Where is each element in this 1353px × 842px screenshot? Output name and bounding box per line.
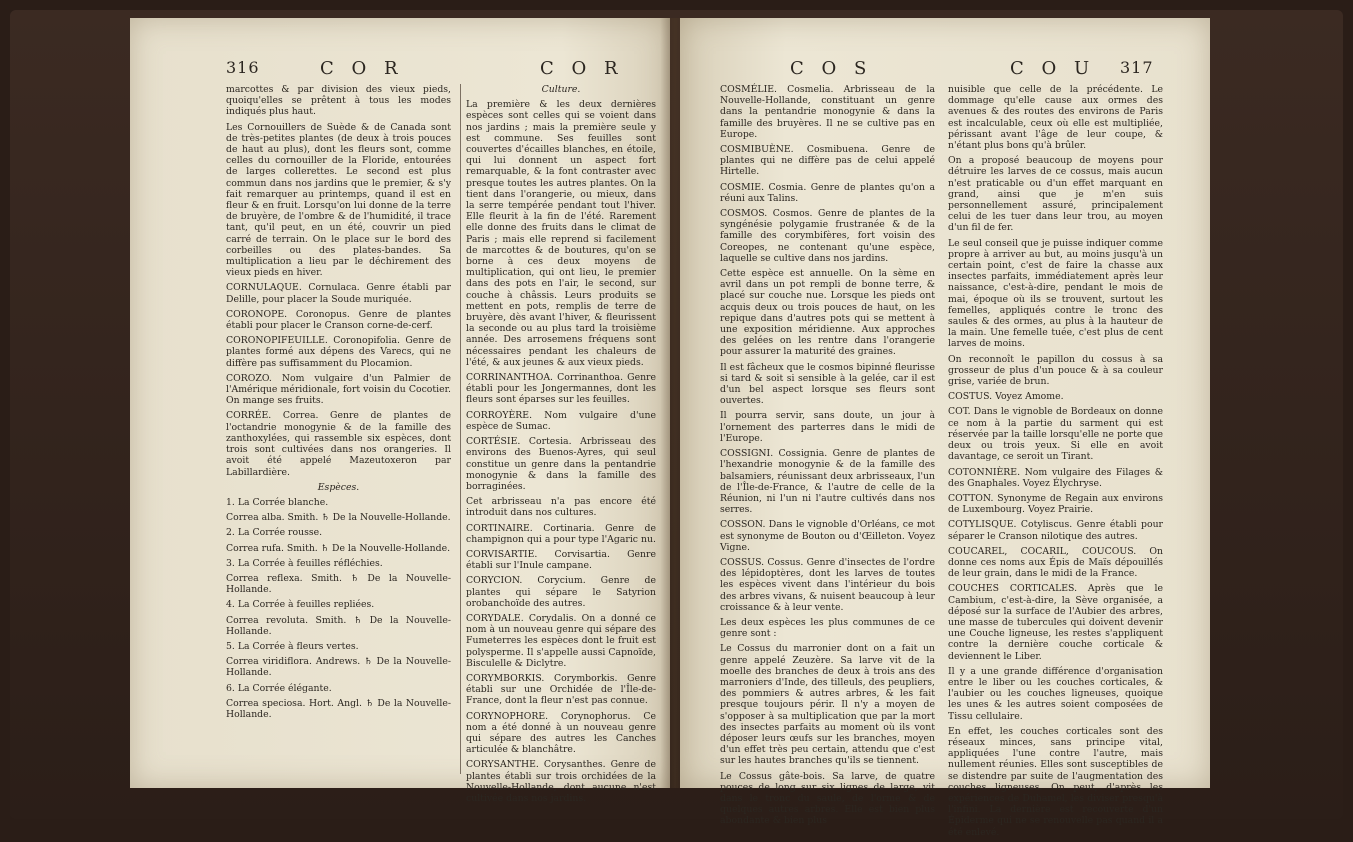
paragraph: CORYCION. Corycium. Genre de plantes qui sépare le Satyrion orobanchoïde des autres. bbox=[466, 575, 656, 609]
paragraph: Il pourra servir, sans doute, un jour à l'ornement des parterres dans le midi de l'Europe. bbox=[720, 410, 935, 444]
paragraph: Correa alba. Smith. ♄ De la Nouvelle-Hollande. bbox=[226, 512, 451, 524]
paragraph: COSSON. Dans le vignoble d'Orléans, ce mot est synonyme de Bouton ou d'Œilleton. Voyez Vigne. bbox=[720, 519, 935, 553]
paragraph: Il est fâcheux que le cosmos bipinné fleurisse si tard & soit si sensible à la gelée, car il est d'un bel aspect lorsque ses fleurs sont ouvertes. bbox=[720, 361, 935, 407]
paragraph: 3. La Corrée à feuilles réfléchies. bbox=[226, 557, 383, 569]
paragraph: COSMOS. Cosmos. Genre de plantes de la syngénésie polygamie frustranée & de la famille des corymbifères, fort voisin des Coreopes, ne contenant qu'une espèce, laquelle se cultive dans nos jardins. bbox=[720, 208, 935, 264]
paragraph: COSSUS. Cossus. Genre d'insectes de l'ordre des lépidoptères, dont les larves de toutes les espèces vivent dans l'intérieur du bois des arbres vivans, & nuisent beaucoup à leur croissance & à leur vente. bbox=[720, 556, 935, 613]
paragraph: marcottes & par division des vieux pieds, quoiqu'elles se prêtent à tous les modes indiqués plus haut. bbox=[226, 84, 451, 118]
page-number-left: 316 bbox=[226, 58, 260, 77]
page-number-right: 317 bbox=[1120, 58, 1154, 77]
column-rule bbox=[460, 84, 461, 774]
running-head-left-a: C O R bbox=[320, 58, 404, 79]
paragraph: COUCHES CORTICALES. Après que le Cambium, c'est-à-dire, la Sève organisée, a déposé sur la surface de l'Aubier des arbres, une masse de tubercules qui doivent devenir une Couche ligneuse, les restes s'appliquent contre la dernière couche corticale & deviennent le Liber. bbox=[948, 583, 1163, 662]
paragraph: CORTINAIRE. Cortinaria. Genre de champignon qui a pour type l'Agaric nu. bbox=[466, 522, 656, 545]
paragraph: CORRINANTHOA. Corrinanthoa. Genre établi pour les Jongermannes, dont les fleurs sont éparses sur les feuilles. bbox=[466, 372, 656, 406]
running-head-right-a: C O S bbox=[790, 58, 873, 79]
paragraph: Espèces. bbox=[317, 481, 360, 493]
paragraph: 2. La Corrée rousse. bbox=[226, 527, 323, 539]
right-page bbox=[680, 18, 1210, 838]
paragraph: Le Cossus gâte-bois. Sa larve, de quatre pouces de long sur six lignes de large, vit dans le tronc du saule, de l'orme & de quelques autres arbres. Elle est bien plus abondante & bien plus bbox=[720, 770, 935, 827]
paragraph: nuisible que celle de la précédente. Le dommage qu'elle cause aux ormes des avenues & des routes des environs de Paris est incalculable, ceux où elle est multipliée, périssant avant l'âge de leur coupe, & n'étant plus bons qu'à brûler. bbox=[948, 84, 1163, 152]
paragraph: Correa reflexa. Smith. ♄ De la Nouvelle-Hollande. bbox=[226, 572, 451, 596]
paragraph: CORNULAQUE. Cornulaca. Genre établi par Delille, pour placer la Soude muriquée. bbox=[226, 282, 451, 305]
paragraph: Le Cossus du marronier dont on a fait un genre appelé Zeuzère. Sa larve vit de la moelle des branches de deux à trois ans des marroniers d'Inde, des tilleuls, des peupliers, des pommiers & autres arbres, & les fait presque toujours périr. Il n'y a moyen de s'opposer à sa multiplication que par la mort des insectes parfaits au moment où ils vont déposer leurs œufs sur les branches, moyen d'un effet très peu certain, attendu que c'est sur les hautes branches qu'ils se tiennent. bbox=[720, 643, 935, 767]
paragraph: Correa viridiflora. Andrews. ♄ De la Nouvelle-Hollande. bbox=[226, 656, 451, 679]
paragraph: La première & les deux dernières espèces sont celles qui se voient dans nos jardins ; mais la première seule y est commune. Ses feuilles sont couvertes d'écailles blanches, en étoile, qui lui donnent un aspect fort remarquable, & la font contraster avec presque toutes les autres plantes. On la tient dans l'orangerie, ou mieux, dans la serre tempérée pendant tout l'hiver. Elle fleurit à la fin de l'été. Rarement elle donne des fruits dans le climat de Paris ; mais elle reprend si facilement de marcottes & de boutures, qu'on se borne à ces deux moyens de multiplication, qui ont lieu, le premier dans des pots en l'air, le second, sur couche à châssis. Leurs produits se mettent en pots, remplis de terre de bruyère, dès avant l'hiver, & fleurissent la seconde ou au plus tard la troisième année. Des arrosemens fréquens sont nécessaires pendant les chaleurs de l'été, & aux jeunes & aux vieux pieds. bbox=[466, 99, 656, 368]
paragraph: COSMIE. Cosmia. Genre de plantes qu'on a réuni aux Talins. bbox=[720, 181, 935, 204]
paragraph: CORVISARTIE. Corvisartia. Genre établi sur l'Inule campane. bbox=[466, 548, 656, 572]
paragraph: CORYSANTHE. Corysanthes. Genre de plantes établi sur trois orchidées de la Nouvelle-Hollande, dont aucune n'est cultivée dans nos jardins. bbox=[466, 759, 656, 804]
paragraph: CORYNOPHORE. Corynophorus. Ce nom a été donné à un nouveau genre qui sépare des autres les Canches articulée & blanchâtre. bbox=[466, 710, 656, 756]
left-running-head bbox=[130, 58, 670, 80]
paragraph: COSMIBUÈNE. Cosmibuena. Genre de plantes qui ne diffère pas de celui appelé Hirtelle. bbox=[720, 144, 935, 178]
paragraph: COSTUS. Voyez Amome. bbox=[948, 391, 1064, 403]
paragraph: COSMÉLIE. Cosmelia. Arbrisseau de la Nouvelle-Hollande, constituant un genre dans la pentandrie monogynie & dans la famille des bruyères. Il ne se cultive pas en Europe. bbox=[720, 84, 935, 140]
paragraph: COSSIGNI. Cossignia. Genre de plantes de l'hexandrie monogynie & de la famille des balsamiers, réunissant deux arbrisseaux, l'un de l'Île-de-France, & l'autre de celle de la Réunion, ni l'un ni l'autre cultivés dans nos serres. bbox=[720, 448, 935, 516]
paragraph: COTONNIÈRE. Nom vulgaire des Filages & des Gnaphales. Voyez Élychryse. bbox=[948, 466, 1163, 489]
paragraph: Les Cornouillers de Suède & de Canada sont de très-petites plantes (de deux à trois pouces de haut au plus), dont les fleurs sont, comme celles du cornouiller de la Floride, entourées de larges collerettes. Le second est plus commun dans nos jardins que le premier, & s'y fait remarquer au printemps, quand il est en fleur & en fruit. Lorsqu'on lui donne de la terre de bruyère, de l'ombre & de l'humidité, il trace tant, qu'il peut, en un été, couvrir un pied carré de terrain. On le place sur le bord des corbeilles ou des plates-bandes. Sa multiplication a lieu par le déchirement des vieux pieds en hiver. bbox=[226, 121, 451, 279]
paragraph: En effet, les couches corticales sont des réseaux minces, sans principe vital, appliquées l'une contre l'autre, mais nullement réunies. Elles sont susceptibles de se distendre par suite de l'augmentation des couches ligneuses. On peut, d'après les expériences de Duhamel, les diviser presqu'à l'infini. La dernière est recouverte d'un Épiderme qui ne se renouvelle pas quand il a été enlevé. bbox=[948, 725, 1163, 838]
paragraph: Correa rufa. Smith. ♄ De la Nouvelle-Hollande. bbox=[226, 542, 451, 554]
right-running-head bbox=[680, 58, 1210, 80]
right-column-1 bbox=[720, 84, 935, 831]
left-column-1 bbox=[226, 84, 451, 724]
paragraph: CORYDALE. Corydalis. On a donné ce nom à un nouveau genre qui sépare des Fumeterres les espèces dont le fruit est polysperme. Il s'appelle aussi Capnoïde, Bisculelle & Diclytre. bbox=[466, 612, 656, 669]
paragraph: 6. La Corrée élégante. bbox=[226, 682, 332, 694]
paragraph: On a proposé beaucoup de moyens pour détruire les larves de ce cossus, mais aucun n'est praticable ou d'un effet marquant en grand, ainsi que je m'en suis personnellement assuré, principalement celui de les tuer dans leur trou, au moyen d'un fil de fer. bbox=[948, 155, 1163, 234]
paragraph: CORRÉE. Correa. Genre de plantes de l'octandrie monogynie & de la famille des zanthoxylées, qui rassemble six espèces, dont trois sont cultivées dans nos orangeries. Il avoit été appelé Mazeutoxeron par Labillardière. bbox=[226, 410, 451, 478]
paragraph: CORYMBORKIS. Corymborkis. Genre établi sur une Orchidée de l'Île-de-France, dont la fleur n'est pas connue. bbox=[466, 672, 656, 707]
right-column-2 bbox=[948, 84, 1163, 842]
paragraph: 1. La Corrée blanche. bbox=[226, 496, 329, 508]
paragraph: Cet arbrisseau n'a pas encore été introduit dans nos cultures. bbox=[466, 496, 656, 519]
left-page bbox=[130, 18, 670, 804]
paragraph: CORROYÈRE. Nom vulgaire d'une espèce de Sumac. bbox=[466, 409, 656, 432]
paragraph: COUCAREL, COCARIL, COUCOUS. On donne ces noms aux Épis de Maïs dépouillés de leur grain, dans le midi de la France. bbox=[948, 545, 1163, 580]
paragraph: Cette espèce est annuelle. On la sème en avril dans un pot rempli de bonne terre, & placé sur couche nue. Lorsque les pieds ont acquis deux ou trois pouces de haut, on les repique dans d'autres pots qui se mettent à une exposition méridienne. Aux approches des gelées on les rentre dans l'orangerie pour assurer la maturité des graines. bbox=[720, 268, 935, 358]
paragraph: Correa revoluta. Smith. ♄ De la Nouvelle-Hollande. bbox=[226, 614, 451, 637]
paragraph: COTYLISQUE. Cotyliscus. Genre établi pour séparer le Cranson nilotique des autres. bbox=[948, 519, 1163, 542]
paragraph: Culture. bbox=[541, 84, 581, 95]
paragraph: 5. La Corrée à fleurs vertes. bbox=[226, 640, 359, 652]
paragraph: CORONOPIFEUILLE. Coronopifolia. Genre de plantes formé aux dépens des Varecs, qui ne diffère pas suffisamment du Plocamion. bbox=[226, 335, 451, 369]
paragraph: COTTON. Synonyme de Regain aux environs de Luxembourg. Voyez Prairie. bbox=[948, 492, 1163, 516]
paragraph: COROZO. Nom vulgaire d'un Palmier de l'Amérique méridionale, fort voisin du Cocotier. On mange ses fruits. bbox=[226, 372, 451, 407]
paragraph: Il y a une grande différence d'organisation entre le liber ou les couches corticales, & l'aubier ou les couches ligneuses, quoique les unes & les autres soient composées de Tissu cellulaire. bbox=[948, 665, 1163, 722]
left-column-2 bbox=[466, 84, 656, 808]
paragraph: CORONOPE. Coronopus. Genre de plantes établi pour placer le Cranson corne-de-cerf. bbox=[226, 308, 451, 332]
running-head-right-b: C O U bbox=[1010, 58, 1096, 79]
paragraph: Les deux espèces les plus communes de ce genre sont : bbox=[720, 616, 935, 640]
running-head-left-b: C O R bbox=[540, 58, 624, 79]
paragraph: Le seul conseil que je puisse indiquer comme propre à arriver au but, au moins jusqu'à un certain point, c'est de faire la chasse aux insectes parfaits, immédiatement après leur naissance, c'est-à-dire, pendant le mois de mai, époque où ils se trouvent, surtout les femelles, appliqués contre le tronc des saules & des ormes, au plus à la hauteur de la main. Une femelle tuée, c'est plus de cent larves de moins. bbox=[948, 237, 1163, 350]
paragraph: COT. Dans le vignoble de Bordeaux on donne ce nom à la partie du sarment qui est réservée par la taille lorsqu'elle ne porte que deux ou trois yeux. Si elle en avoit davantage, ce seroit un Tirant. bbox=[948, 406, 1163, 463]
paragraph: On reconnoît le papillon du cossus à sa grosseur de plus d'un pouce & à sa couleur grise, variée de brun. bbox=[948, 353, 1163, 388]
paragraph: 4. La Corrée à feuilles repliées. bbox=[226, 599, 375, 611]
paragraph: CORTÉSIE. Cortesia. Arbrisseau des environs des Buenos-Ayres, qui seul constitue un genre dans la pentandrie monogynie & dans la famille des borraginées. bbox=[466, 436, 656, 492]
paragraph: Correa speciosa. Hort. Angl. ♄ De la Nouvelle-Hollande. bbox=[226, 697, 451, 720]
